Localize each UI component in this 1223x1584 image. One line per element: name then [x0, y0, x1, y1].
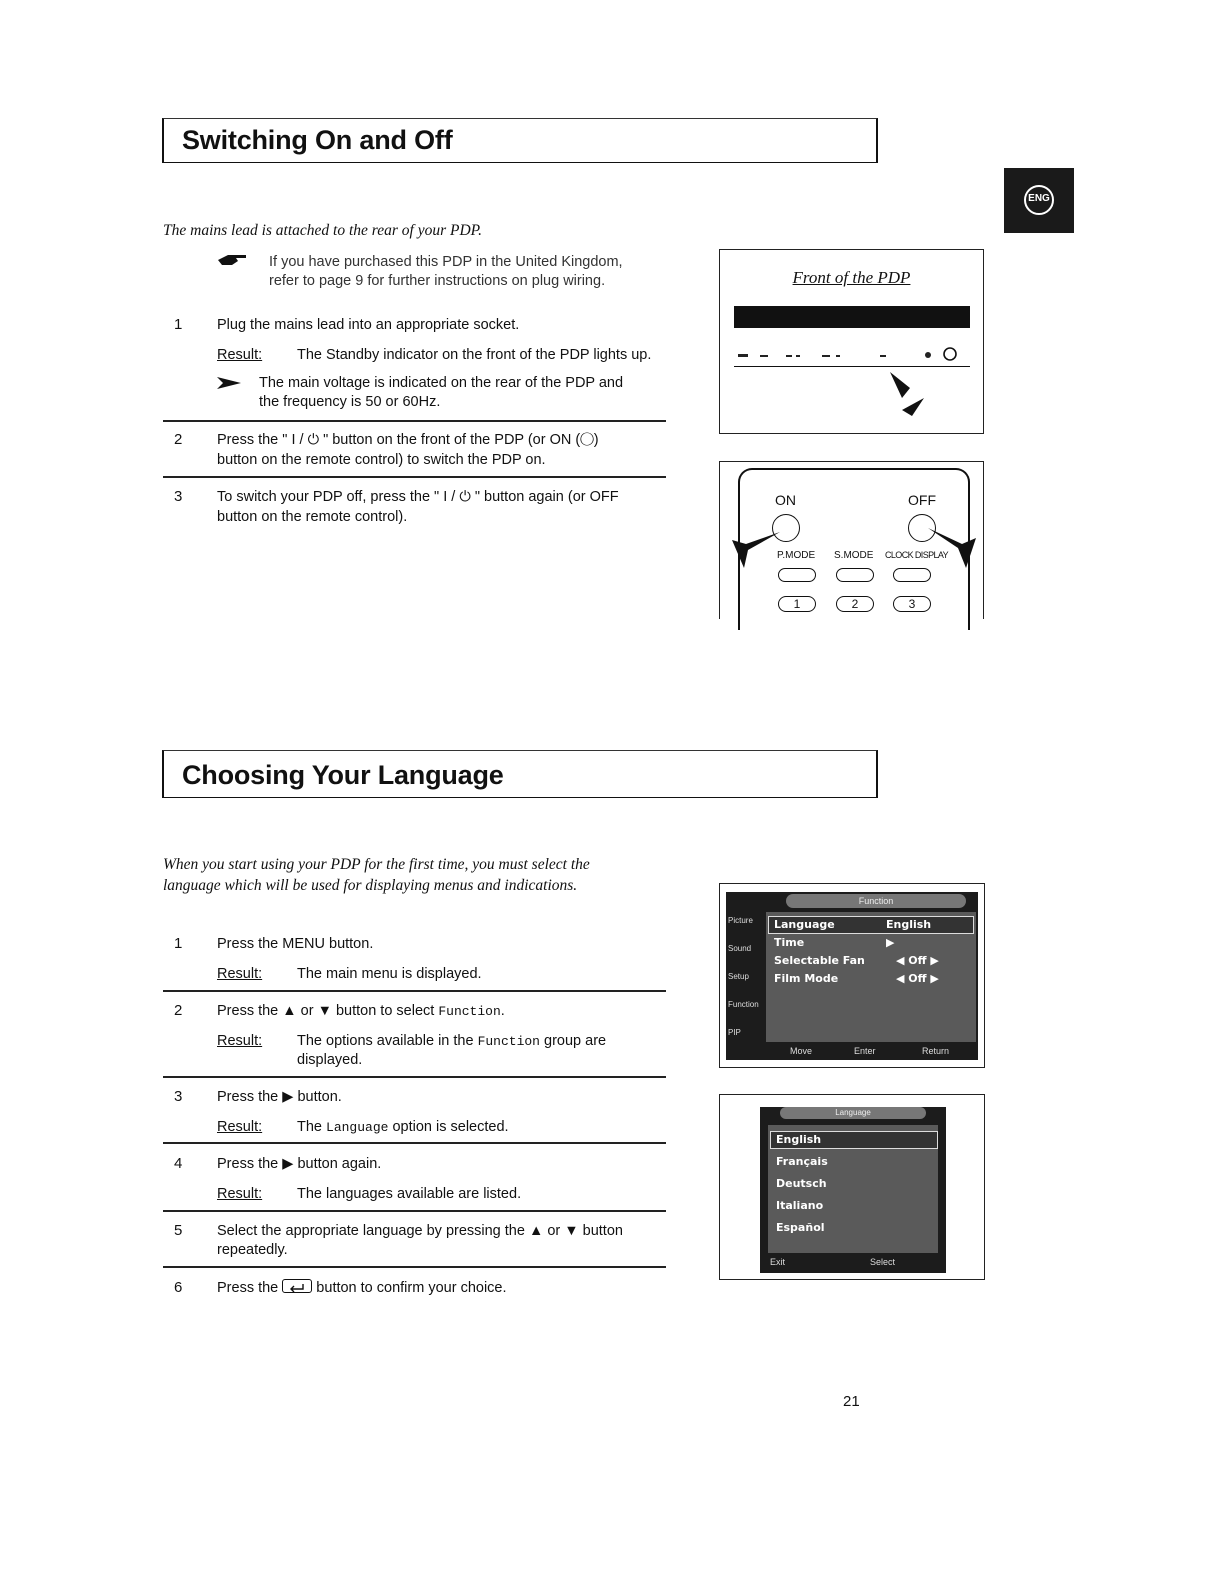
pmode-button [778, 568, 816, 582]
menu-footer-item: Return [922, 1046, 950, 1056]
intro-text: The mains lead is attached to the rear of your PDP. [163, 222, 483, 239]
menu-osd [726, 892, 978, 1060]
step-text: To switch your PDP off, press the " I / ⏻ " button again (or OFF [217, 489, 619, 505]
section-title: Choosing Your Language [182, 760, 504, 790]
page-number: 21 [843, 1393, 860, 1410]
button-3 [893, 596, 931, 612]
result-text-part: option is selected. [388, 1119, 509, 1135]
step-number: 1 [174, 316, 183, 333]
result-text: displayed. [297, 1052, 363, 1068]
result-label: Result: [217, 1186, 263, 1202]
divider [163, 420, 666, 422]
remote-illustration [719, 461, 984, 619]
language-osd [760, 1107, 946, 1273]
button-3-label: 3 [908, 597, 916, 611]
menu-row-value: ▶ [886, 936, 895, 949]
step-text: button on the remote control). [217, 509, 408, 525]
front-panel-illustration [719, 249, 984, 434]
language-screenshot [719, 1094, 985, 1280]
step-number: 6 [174, 1279, 183, 1296]
result-text [297, 1117, 509, 1138]
step-text-part: Press the ▲ or ▼ button to select [217, 1003, 439, 1019]
button-2 [836, 596, 874, 612]
menu-side-item: Picture [728, 916, 753, 925]
divider [163, 1210, 666, 1212]
language-osd-title: Language [780, 1107, 926, 1119]
smode-label: S.MODE [834, 550, 874, 561]
menu-name: Function [438, 1004, 501, 1019]
step-text [217, 1278, 507, 1298]
step-number: 3 [174, 1088, 183, 1105]
divider [163, 1076, 666, 1078]
eng-badge [1004, 168, 1074, 233]
panel-controls-strip [734, 342, 970, 367]
language-footer-item: Exit [770, 1257, 786, 1267]
panel-bar [734, 306, 970, 328]
pointer-arrow-icon [888, 372, 928, 422]
front-panel-caption: Front of the PDP [792, 268, 911, 287]
result-text: The main menu is displayed. [297, 966, 482, 982]
clock-display-label: CLOCK DISPLAY [885, 550, 949, 560]
menu-osd-title: Function [786, 894, 966, 908]
note-line-2: refer to page 9 for further instructions on plug wiring. [269, 273, 606, 289]
menu-name: Function [477, 1034, 540, 1049]
language-item: Français [776, 1155, 828, 1168]
step-number: 2 [174, 1002, 183, 1019]
result-text: The Standby indicator on the front of the PDP lights up. [297, 347, 652, 363]
result-text-part: The [297, 1119, 327, 1135]
result-label: Result: [217, 1119, 263, 1135]
divider [163, 1142, 666, 1144]
divider [163, 990, 666, 992]
off-label: OFF [908, 492, 936, 508]
menu-side-item: Sound [728, 944, 752, 953]
step-text-part: button to confirm your choice. [312, 1280, 507, 1296]
menu-row-value: ◀ Off ▶ [896, 972, 939, 985]
divider [163, 1266, 666, 1268]
note-line-1: If you have purchased this PDP in the United Kingdom, [269, 254, 623, 270]
button-1 [778, 596, 816, 612]
eng-badge-label: ENG [1028, 193, 1050, 204]
menu-footer-item: Move [790, 1046, 813, 1056]
section-title: Switching On and Off [182, 125, 453, 155]
result-label: Result: [217, 347, 263, 363]
menu-side-item: Function [728, 1000, 759, 1009]
result-text: The languages available are listed. [297, 1186, 522, 1202]
result-text-part: group are [540, 1033, 607, 1049]
menu-row-value: ◀ Off ▶ [896, 954, 939, 967]
menu-row-label: Selectable Fan [774, 954, 865, 967]
menu-footer-item: Enter [854, 1046, 876, 1056]
step-text: Press the ▶ button. [217, 1089, 342, 1105]
tip-line-2: the frequency is 50 or 60Hz. [259, 394, 441, 410]
step-text: Plug the mains lead into an appropriate socket. [217, 317, 520, 333]
section-title-box [162, 118, 878, 163]
language-item: English [776, 1133, 822, 1146]
step-text: button on the remote control) to switch the PDP on. [217, 452, 546, 468]
step-text-part: . [500, 1003, 505, 1019]
menu-row-label: Film Mode [774, 972, 839, 985]
pmode-label: P.MODE [777, 550, 816, 561]
step-text: Press the ▶ button again. [217, 1156, 382, 1172]
tip-line-1: The main voltage is indicated on the rear of the PDP and [259, 375, 624, 391]
menu-side-item: Setup [728, 972, 749, 981]
smode-button [836, 568, 874, 582]
language-item: Deutsch [776, 1177, 827, 1190]
result-label: Result: [217, 1033, 263, 1049]
on-label: ON [775, 492, 796, 508]
result-text [297, 1031, 606, 1052]
language-item: Español [776, 1221, 825, 1234]
section-title-box [162, 750, 878, 798]
option-name: Language [326, 1120, 389, 1135]
menu-row-value: English [886, 918, 932, 931]
step-text-part: Press the [217, 1280, 283, 1296]
menu-row-label: Language [774, 918, 835, 931]
step-number: 5 [174, 1222, 183, 1239]
left-pointer-icon [732, 530, 782, 575]
step-number: 1 [174, 935, 183, 952]
button-2-label: 2 [851, 597, 859, 611]
menu-screenshot [719, 883, 985, 1068]
language-footer-item: Select [870, 1257, 896, 1267]
clock-button [893, 568, 931, 582]
step-number: 2 [174, 431, 183, 448]
tip-arrow-icon [217, 376, 241, 394]
result-text-part: The options available in the [297, 1033, 478, 1049]
pointing-hand-icon [218, 252, 248, 271]
step-number: 4 [174, 1155, 183, 1172]
language-item: Italiano [776, 1199, 824, 1212]
intro-line-1: When you start using your PDP for the first time, you must select the [163, 856, 590, 873]
divider [163, 476, 666, 478]
result-label: Result: [217, 966, 263, 982]
enter-button-icon [282, 1279, 312, 1293]
step-text: repeatedly. [217, 1242, 288, 1258]
intro-line-2: language which will be used for displaying menus and indications. [163, 877, 578, 894]
menu-row-label: Time [774, 936, 805, 949]
button-1-label: 1 [793, 597, 801, 611]
step-text: Select the appropriate language by pressing the ▲ or ▼ button [217, 1223, 623, 1239]
step-text: Press the MENU button. [217, 936, 374, 952]
step-text [217, 1001, 505, 1022]
step-text: Press the " I / ⏻ " button on the front of the PDP (or ON (◯) [217, 432, 599, 448]
step-number: 3 [174, 488, 183, 505]
menu-side-item: PIP [728, 1028, 741, 1037]
